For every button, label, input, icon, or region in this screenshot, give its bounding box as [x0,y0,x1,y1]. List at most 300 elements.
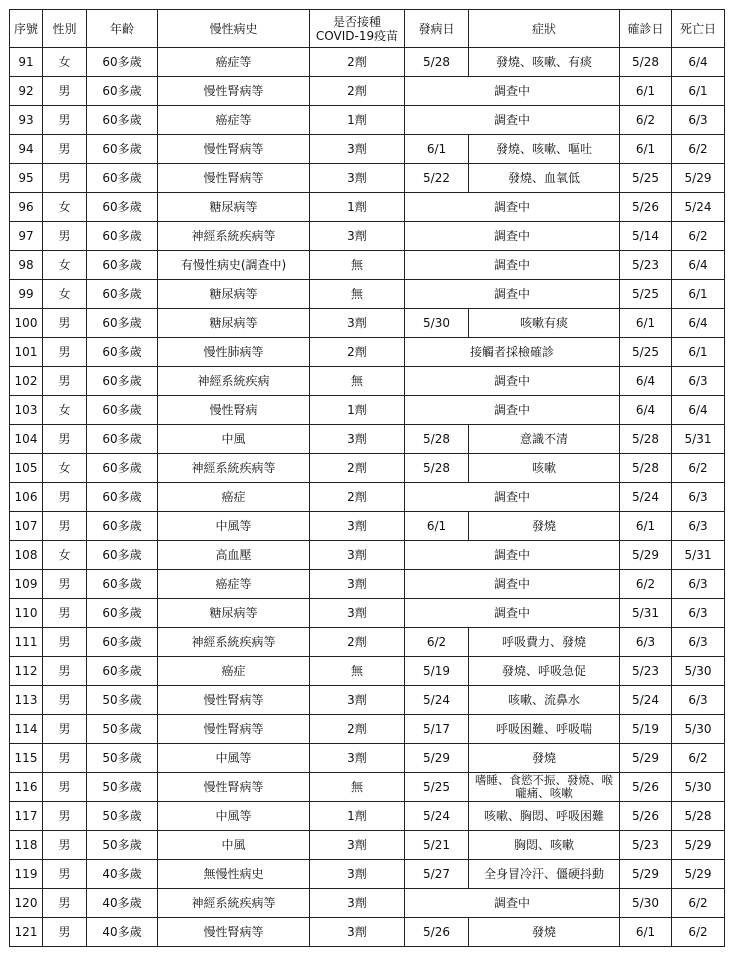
cell-confirmed-date: 6/4 [620,396,672,425]
cell-sex: 男 [43,889,87,918]
cell-age: 50多歲 [87,715,158,744]
cell-vaccine: 3劑 [310,860,405,889]
cell-sex: 女 [43,280,87,309]
cell-vaccine: 3劑 [310,164,405,193]
cell-confirmed-date: 5/25 [620,164,672,193]
cell-vaccine: 2劑 [310,48,405,77]
cell-case-number: 109 [10,570,43,599]
cell-case-number: 120 [10,889,43,918]
cell-death-date: 6/3 [672,512,725,541]
cell-confirmed-date: 5/23 [620,831,672,860]
cell-death-date: 6/4 [672,48,725,77]
cell-onset-date: 5/26 [405,918,469,947]
cell-death-date: 5/29 [672,860,725,889]
cell-death-date: 5/29 [672,164,725,193]
cell-death-date: 5/24 [672,193,725,222]
cell-chronic-history: 無慢性病史 [158,860,310,889]
cell-case-number: 94 [10,135,43,164]
cell-onset-date: 6/2 [405,628,469,657]
cell-case-number: 98 [10,251,43,280]
cell-symptoms: 發燒 [469,744,620,773]
cell-vaccine: 3劑 [310,686,405,715]
cell-symptoms: 發燒、呼吸急促 [469,657,620,686]
cell-sex: 女 [43,48,87,77]
cell-sex: 男 [43,483,87,512]
cell-sex: 女 [43,396,87,425]
cell-chronic-history: 慢性腎病等 [158,918,310,947]
table-row [10,570,725,599]
table-row [10,280,725,309]
cell-age: 60多歲 [87,338,158,367]
death-case-table [9,9,725,947]
cell-vaccine: 2劑 [310,454,405,483]
cell-symptoms: 發燒、咳嗽、有痰 [469,48,620,77]
cell-chronic-history: 神經系統疾病等 [158,628,310,657]
cell-onset-date: 5/24 [405,686,469,715]
cell-chronic-history: 慢性腎病等 [158,164,310,193]
cell-symptoms: 咳嗽、胸悶、呼吸困難 [469,802,620,831]
cell-case-number: 112 [10,657,43,686]
cell-symptoms: 呼吸困難、呼吸喘 [469,715,620,744]
cell-vaccine: 無 [310,773,405,802]
cell-confirmed-date: 6/1 [620,135,672,164]
cell-vaccine: 3劑 [310,744,405,773]
header-confirmed-date: 確診日 [620,10,672,48]
cell-chronic-history: 神經系統疾病等 [158,222,310,251]
cell-chronic-history: 慢性腎病等 [158,135,310,164]
cell-death-date: 6/1 [672,338,725,367]
cell-case-number: 117 [10,802,43,831]
table-row [10,164,725,193]
cell-onset-date: 6/1 [405,135,469,164]
cell-onset-date: 5/17 [405,715,469,744]
cell-death-date: 6/1 [672,280,725,309]
table-row [10,918,725,947]
table-row [10,251,725,280]
table-row [10,222,725,251]
cell-sex: 男 [43,744,87,773]
cell-case-number: 114 [10,715,43,744]
cell-death-date: 6/3 [672,483,725,512]
cell-chronic-history: 糖尿病等 [158,599,310,628]
cell-death-date: 6/2 [672,918,725,947]
cell-death-date: 6/3 [672,686,725,715]
cell-chronic-history: 中風等 [158,744,310,773]
cell-chronic-history: 神經系統疾病等 [158,889,310,918]
cell-sex: 女 [43,541,87,570]
cell-symptoms: 發燒 [469,512,620,541]
table-row [10,541,725,570]
cell-sex: 男 [43,367,87,396]
cell-confirmed-date: 5/28 [620,425,672,454]
cell-chronic-history: 神經系統疾病 [158,367,310,396]
cell-age: 60多歲 [87,657,158,686]
cell-case-number: 103 [10,396,43,425]
cell-chronic-history: 糖尿病等 [158,309,310,338]
cell-case-number: 119 [10,860,43,889]
cell-death-date: 6/3 [672,106,725,135]
cell-case-number: 99 [10,280,43,309]
cell-sex: 男 [43,628,87,657]
cell-vaccine: 2劑 [310,628,405,657]
table-row [10,744,725,773]
cell-death-date: 5/30 [672,715,725,744]
cell-age: 40多歲 [87,889,158,918]
cell-age: 40多歲 [87,918,158,947]
cell-investigation-status: 調查中 [405,599,620,628]
cell-vaccine: 3劑 [310,512,405,541]
cell-confirmed-date: 5/28 [620,454,672,483]
cell-chronic-history: 慢性腎病等 [158,686,310,715]
cell-sex: 男 [43,77,87,106]
table-row [10,773,725,802]
cell-confirmed-date: 5/26 [620,193,672,222]
cell-death-date: 6/3 [672,628,725,657]
cell-vaccine: 2劑 [310,715,405,744]
cell-age: 60多歲 [87,425,158,454]
cell-age: 60多歲 [87,106,158,135]
cell-case-number: 116 [10,773,43,802]
table-row [10,860,725,889]
cell-age: 60多歲 [87,570,158,599]
cell-case-number: 102 [10,367,43,396]
table-row [10,454,725,483]
cell-vaccine: 2劑 [310,483,405,512]
cell-onset-date: 5/21 [405,831,469,860]
cell-death-date: 5/30 [672,773,725,802]
cell-vaccine: 1劑 [310,396,405,425]
table-row [10,512,725,541]
table-row [10,686,725,715]
cell-confirmed-date: 5/29 [620,541,672,570]
cell-case-number: 91 [10,48,43,77]
cell-age: 60多歲 [87,541,158,570]
cell-death-date: 6/1 [672,77,725,106]
table-body [10,48,725,947]
cell-vaccine: 3劑 [310,541,405,570]
cell-vaccine: 無 [310,657,405,686]
cell-death-date: 6/3 [672,599,725,628]
cell-onset-date: 5/29 [405,744,469,773]
cell-case-number: 108 [10,541,43,570]
cell-chronic-history: 癌症等 [158,106,310,135]
cell-case-number: 101 [10,338,43,367]
cell-investigation-status: 接觸者採檢確診 [405,338,620,367]
cell-confirmed-date: 5/23 [620,657,672,686]
cell-chronic-history: 慢性腎病等 [158,77,310,106]
cell-onset-date: 5/28 [405,48,469,77]
cell-confirmed-date: 5/26 [620,802,672,831]
cell-case-number: 105 [10,454,43,483]
cell-case-number: 97 [10,222,43,251]
table-row [10,889,725,918]
cell-age: 60多歲 [87,135,158,164]
cell-age: 60多歲 [87,512,158,541]
cell-sex: 男 [43,164,87,193]
cell-confirmed-date: 5/24 [620,483,672,512]
cell-investigation-status: 調查中 [405,396,620,425]
cell-chronic-history: 癌症 [158,483,310,512]
cell-investigation-status: 調查中 [405,483,620,512]
cell-death-date: 6/3 [672,367,725,396]
cell-chronic-history: 有慢性病史(調查中) [158,251,310,280]
cell-chronic-history: 慢性腎病等 [158,715,310,744]
cell-sex: 男 [43,860,87,889]
cell-sex: 男 [43,338,87,367]
cell-confirmed-date: 6/1 [620,512,672,541]
cell-death-date: 6/2 [672,889,725,918]
cell-case-number: 96 [10,193,43,222]
cell-sex: 男 [43,512,87,541]
cell-sex: 女 [43,193,87,222]
cell-sex: 女 [43,454,87,483]
cell-case-number: 100 [10,309,43,338]
cell-death-date: 5/31 [672,425,725,454]
cell-sex: 男 [43,918,87,947]
cell-onset-date: 5/19 [405,657,469,686]
table-row [10,77,725,106]
cell-vaccine: 3劑 [310,222,405,251]
cell-sex: 男 [43,715,87,744]
table-row [10,831,725,860]
cell-chronic-history: 慢性肺病等 [158,338,310,367]
header-sex: 性別 [43,10,87,48]
header-age: 年齡 [87,10,158,48]
cell-confirmed-date: 5/29 [620,744,672,773]
cell-sex: 男 [43,657,87,686]
cell-symptoms: 發燒、咳嗽、嘔吐 [469,135,620,164]
cell-sex: 男 [43,106,87,135]
cell-age: 50多歲 [87,773,158,802]
cell-death-date: 5/29 [672,831,725,860]
cell-onset-date: 5/22 [405,164,469,193]
cell-confirmed-date: 6/1 [620,77,672,106]
cell-sex: 男 [43,222,87,251]
cell-age: 60多歲 [87,483,158,512]
cell-chronic-history: 中風等 [158,512,310,541]
cell-age: 60多歲 [87,396,158,425]
cell-vaccine: 1劑 [310,193,405,222]
cell-vaccine: 3劑 [310,425,405,454]
cell-investigation-status: 調查中 [405,541,620,570]
cell-death-date: 6/4 [672,251,725,280]
cell-investigation-status: 調查中 [405,222,620,251]
header-case-number: 序號 [10,10,43,48]
cell-case-number: 106 [10,483,43,512]
cell-confirmed-date: 5/19 [620,715,672,744]
cell-confirmed-date: 5/25 [620,338,672,367]
cell-symptoms: 發燒、血氧低 [469,164,620,193]
cell-death-date: 6/2 [672,454,725,483]
cell-age: 60多歲 [87,222,158,251]
cell-vaccine: 3劑 [310,599,405,628]
cell-vaccine: 無 [310,251,405,280]
cell-death-date: 6/4 [672,396,725,425]
cell-confirmed-date: 5/23 [620,251,672,280]
cell-investigation-status: 調查中 [405,367,620,396]
header-chronic-history: 慢性病史 [158,10,310,48]
cell-sex: 男 [43,425,87,454]
cell-case-number: 107 [10,512,43,541]
cell-confirmed-date: 5/28 [620,48,672,77]
cell-chronic-history: 癌症 [158,657,310,686]
table-row [10,483,725,512]
cell-vaccine: 2劑 [310,338,405,367]
cell-chronic-history: 中風 [158,425,310,454]
cell-confirmed-date: 6/2 [620,570,672,599]
cell-vaccine: 3劑 [310,889,405,918]
table-row [10,309,725,338]
cell-case-number: 121 [10,918,43,947]
table-row [10,657,725,686]
table-row [10,193,725,222]
cell-confirmed-date: 5/29 [620,860,672,889]
cell-age: 50多歲 [87,686,158,715]
cell-symptoms: 嗜睡、食慾不振、發燒、喉嚨痛、咳嗽 [469,773,620,802]
cell-vaccine: 3劑 [310,570,405,599]
cell-case-number: 111 [10,628,43,657]
header-death-date: 死亡日 [672,10,725,48]
cell-sex: 男 [43,686,87,715]
cell-age: 50多歲 [87,744,158,773]
table-row [10,48,725,77]
cell-age: 60多歲 [87,48,158,77]
cell-sex: 男 [43,570,87,599]
table-row [10,106,725,135]
cell-sex: 男 [43,831,87,860]
cell-age: 60多歲 [87,251,158,280]
cell-confirmed-date: 6/2 [620,106,672,135]
cell-sex: 男 [43,135,87,164]
cell-case-number: 95 [10,164,43,193]
table-row [10,396,725,425]
cell-symptoms: 全身冒冷汗、僵硬抖動 [469,860,620,889]
cell-case-number: 104 [10,425,43,454]
cell-vaccine: 3劑 [310,831,405,860]
cell-age: 40多歲 [87,860,158,889]
table-row [10,367,725,396]
cell-chronic-history: 慢性腎病 [158,396,310,425]
cell-investigation-status: 調查中 [405,570,620,599]
cell-age: 50多歲 [87,802,158,831]
cell-age: 60多歲 [87,164,158,193]
cell-death-date: 5/31 [672,541,725,570]
cell-symptoms: 意識不清 [469,425,620,454]
cell-vaccine: 1劑 [310,106,405,135]
cell-vaccine: 無 [310,280,405,309]
cell-onset-date: 5/25 [405,773,469,802]
cell-chronic-history: 中風等 [158,802,310,831]
cell-investigation-status: 調查中 [405,77,620,106]
cell-chronic-history: 神經系統疾病等 [158,454,310,483]
cell-confirmed-date: 6/4 [620,367,672,396]
cell-onset-date: 5/24 [405,802,469,831]
cell-death-date: 5/28 [672,802,725,831]
cell-chronic-history: 糖尿病等 [158,193,310,222]
cell-onset-date: 6/1 [405,512,469,541]
cell-death-date: 6/2 [672,744,725,773]
header-onset-date: 發病日 [405,10,469,48]
cell-chronic-history: 高血壓 [158,541,310,570]
cell-sex: 男 [43,309,87,338]
cell-symptoms: 咳嗽 [469,454,620,483]
cell-confirmed-date: 5/24 [620,686,672,715]
cell-chronic-history: 糖尿病等 [158,280,310,309]
cell-chronic-history: 癌症等 [158,48,310,77]
cell-age: 60多歲 [87,77,158,106]
cell-symptoms: 咳嗽、流鼻水 [469,686,620,715]
cell-chronic-history: 慢性腎病等 [158,773,310,802]
cell-sex: 男 [43,802,87,831]
table-row [10,802,725,831]
cell-confirmed-date: 5/14 [620,222,672,251]
cell-onset-date: 5/30 [405,309,469,338]
cell-death-date: 6/4 [672,309,725,338]
cell-death-date: 6/2 [672,222,725,251]
header-vaccine: 是否接種COVID-19疫苗 [310,10,405,48]
cell-age: 60多歲 [87,309,158,338]
cell-confirmed-date: 5/26 [620,773,672,802]
cell-confirmed-date: 5/31 [620,599,672,628]
cell-vaccine: 無 [310,367,405,396]
cell-chronic-history: 中風 [158,831,310,860]
table-row [10,599,725,628]
cell-death-date: 6/2 [672,135,725,164]
cell-investigation-status: 調查中 [405,251,620,280]
cell-vaccine: 3劑 [310,135,405,164]
table-row [10,425,725,454]
cell-vaccine: 2劑 [310,77,405,106]
cell-age: 60多歲 [87,454,158,483]
cell-age: 60多歲 [87,628,158,657]
cell-confirmed-date: 6/1 [620,309,672,338]
cell-case-number: 92 [10,77,43,106]
cell-confirmed-date: 6/1 [620,918,672,947]
cell-investigation-status: 調查中 [405,280,620,309]
cell-sex: 男 [43,773,87,802]
cell-case-number: 110 [10,599,43,628]
cell-case-number: 113 [10,686,43,715]
cell-confirmed-date: 6/3 [620,628,672,657]
cell-age: 60多歲 [87,367,158,396]
cell-vaccine: 3劑 [310,309,405,338]
cell-onset-date: 5/28 [405,454,469,483]
header-symptoms: 症狀 [469,10,620,48]
cell-symptoms: 發燒 [469,918,620,947]
header-row [10,10,725,48]
cell-age: 60多歲 [87,193,158,222]
cell-investigation-status: 調查中 [405,193,620,222]
cell-confirmed-date: 5/25 [620,280,672,309]
cell-age: 50多歲 [87,831,158,860]
cell-death-date: 5/30 [672,657,725,686]
cell-vaccine: 1劑 [310,802,405,831]
table-row [10,628,725,657]
cell-case-number: 93 [10,106,43,135]
cell-investigation-status: 調查中 [405,889,620,918]
cell-symptoms: 呼吸費力、發燒 [469,628,620,657]
cell-sex: 女 [43,251,87,280]
case-table-container [9,9,725,947]
table-header [10,10,725,48]
cell-symptoms: 胸悶、咳嗽 [469,831,620,860]
table-row [10,135,725,164]
cell-chronic-history: 癌症等 [158,570,310,599]
cell-investigation-status: 調查中 [405,106,620,135]
cell-case-number: 115 [10,744,43,773]
cell-onset-date: 5/28 [405,425,469,454]
cell-case-number: 118 [10,831,43,860]
